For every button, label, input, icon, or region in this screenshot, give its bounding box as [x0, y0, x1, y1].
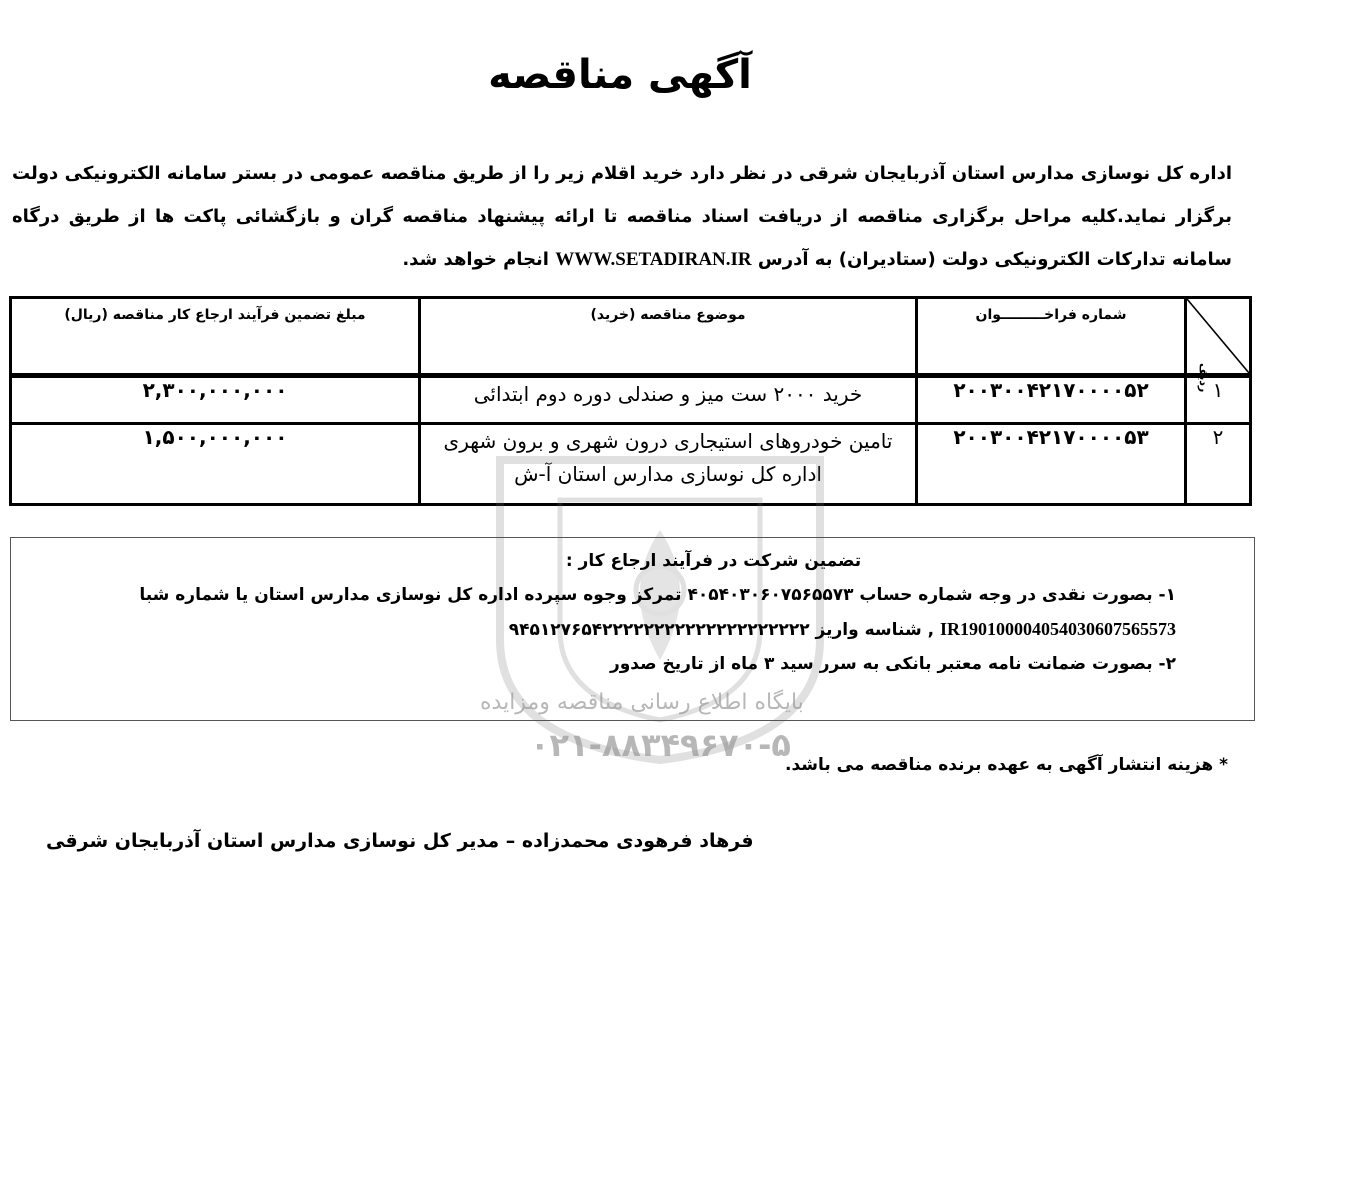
subject-line: اداره کل نوسازی مدارس استان آ-ش — [514, 462, 822, 486]
sheba-number: IR190100004054030607565573 — [939, 619, 1176, 639]
tender-subject — [420, 376, 917, 424]
guarantee-item-cash-continued — [51, 612, 1176, 647]
signature: فرهاد فرهودی محمدزاده – مدیر کل نوسازی مدارس استان آذربایجان شرقی — [46, 830, 754, 852]
guarantee-amount: ۱,۵۰۰,۰۰۰,۰۰۰ — [11, 424, 420, 505]
call-number: ۲۰۰۳۰۰۴۲۱۷۰۰۰۰۵۲ — [917, 376, 1186, 424]
header-subject: موضوع مناقصه (خرید) — [420, 298, 917, 376]
deposit-id: , شناسه واریز ۹۴۵۱۲۷۶۵۴۲۲۲۲۲۲۲۲۲۲۲۲۲۲۲۲۲۲۲۲ — [508, 620, 935, 640]
setadiran-url[interactable]: WWW.SETADIRAN.IR — [555, 249, 752, 270]
tenders-table — [9, 296, 1252, 506]
guarantee-box — [10, 537, 1255, 721]
publication-cost-note: * هزینه انتشار آگهی به عهده برنده مناقصه می باشد. — [784, 755, 1228, 775]
header-row-index — [1186, 298, 1251, 393]
table-row — [11, 424, 1251, 505]
guarantee-item-bank: ۲- بصورت ضمانت نامه معتبر بانکی به سرر سید ۳ ماه از تاریخ صدور — [609, 654, 1176, 674]
watermark-text: بایگاه اطلاع رسانی مناقصه ومزایده — [480, 690, 804, 715]
intro-text-before-url: اداره کل نوسازی مدارس استان آذربایجان شرقی در نظر دارد خرید اقلام زیر را از طریق مناقصه عمومی در بستر سامانه الکترونیکی دولت برگزار نماید.کلیه مراحل برگزاری مناقصه از دریافت اسناد مناقصه تا ارائه پیشنهاد مناقصه گران و بازگشائی پاکت ها از طریق درگاه سامانه تدارکات الکترونیکی دولت (ستادیران) به آدرس — [12, 163, 1232, 270]
page-title: آگهی مناقصه — [488, 52, 752, 98]
guarantee-item-cash: ۱- بصورت نقدی در وجه شماره حساب ۴۰۵۴۰۳۰۶۰۷۵۶۵۵۷۳ تمرکز وجوه سپرده اداره کل نوسازی مدارس استان یا شماره شبا — [139, 585, 1176, 605]
intro-text-after-url: انجام خواهد شد. — [402, 249, 549, 270]
header-call-number: شماره فراخـــــــــوان — [917, 298, 1186, 376]
guarantee-amount: ۲,۳۰۰,۰۰۰,۰۰۰ — [11, 376, 420, 424]
intro-paragraph — [12, 152, 1232, 281]
tender-subject — [420, 424, 917, 505]
watermark-phone: ۰۲۱-۸۸۳۴۹۶۷۰-۵ — [530, 726, 791, 764]
diagonal-divider — [1187, 299, 1249, 373]
table-row — [11, 376, 1251, 424]
subject-line: تامین خودروهای استیجاری درون شهری و برون شهری — [443, 429, 893, 453]
header-row-label: ردیف — [1197, 363, 1210, 393]
row-index: ۱ — [1186, 376, 1251, 424]
header-guarantee-amount: مبلغ تضمین فرآیند ارجاع کار مناقصه (ریال) — [11, 298, 420, 376]
subject-line: خرید ۲۰۰۰ ست میز و صندلی دوره دوم ابتدائی — [473, 382, 863, 406]
row-index: ۲ — [1186, 424, 1251, 505]
guarantee-title: تضمین شرکت در فرآیند ارجاع کار : — [565, 551, 862, 571]
call-number: ۲۰۰۳۰۰۴۲۱۷۰۰۰۰۵۳ — [917, 424, 1186, 505]
